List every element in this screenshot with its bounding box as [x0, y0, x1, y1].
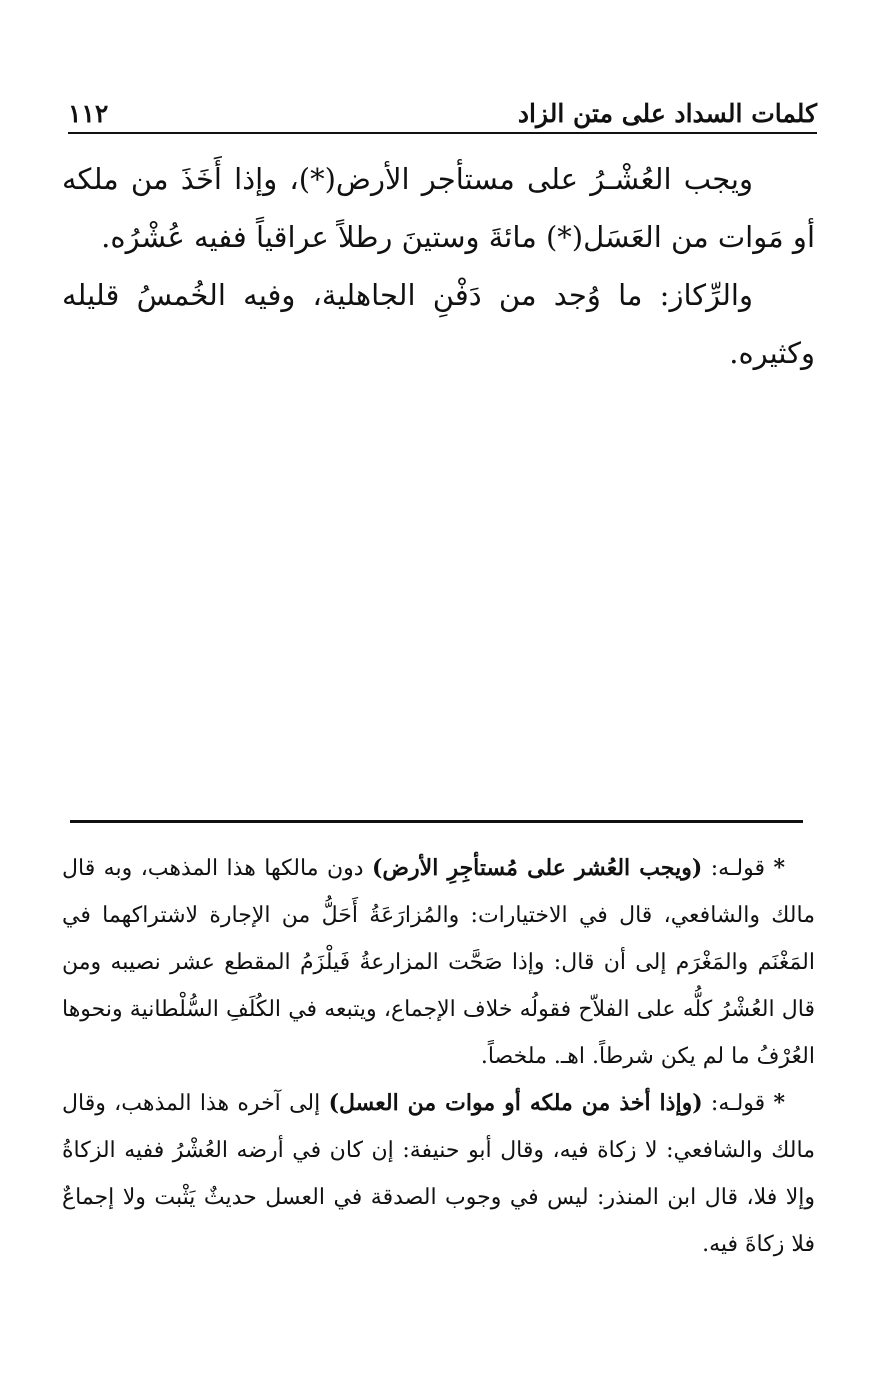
footnote [62, 845, 815, 1080]
footnote-lead: قولـه: [710, 1091, 766, 1116]
footnote [62, 1080, 815, 1268]
footnote-text: إلى آخره هذا المذهب، وقال مالك والشافعي: لا زكاة فيه، وقال أبو حنيفة: إن كان في أرضه العُشْرُ ففيه الزكاةُ وإلا فلا، قال ابن المنذر: ليس في وجوب الصدقة في العسل حديثٌ يَثْبت ولا إجماعٌ فلا زكاةَ فيه. [62, 1091, 815, 1257]
main-paragraph: والرِّكاز: ما وُجد من دَفْنِ الجاهلية، وفيه الخُمسُ قليله وكثيره. [62, 278, 815, 370]
running-title: كلمات السداد على متن الزاد [517, 99, 817, 128]
footnote-separator [70, 820, 803, 823]
footnote-marker: * [773, 1090, 785, 1116]
footnote-quote: (ويجب العُشر على مُستأجِرِ الأرض) [372, 855, 703, 881]
page-number: ١١٢ [68, 99, 109, 128]
main-text [62, 150, 815, 382]
page-header [68, 92, 817, 134]
footnote-text: دون مالكها هذا المذهب، وبه قال مالك والشافعي، قال في الاختيارات: والمُزارَعَةُ أَحَلُّ من الإجارة لاشتراكهما في المَغْنَم والمَغْرَم إلى أن قال: وإذا صَحَّت المزارعةُ فَيلْزَمُ المقطع عشر نصيبه ومن قال العُشْرُ كلُّه على الفلاّح فقولُه خلاف الإجماع، ويتبعه في الكُلَفِ السُّلْطانية ونحوها العُرْفُ ما لم يكن شرطاً. اهـ. ملخصاً. [62, 856, 815, 1069]
main-paragraph: ويجب العُشْـرُ على مستأجر الأرض(*)، وإذا أَخَذَ من ملكه أو مَوات من العَسَل(*) مائةَ وستينَ رطلاً عراقياً ففيه عُشْرُه. [62, 162, 815, 254]
footnote-quote: (وإذا أخذ من ملكه أو موات من العسل) [328, 1090, 703, 1116]
footnote-marker: * [773, 855, 785, 881]
footnotes [62, 845, 815, 1268]
footnote-lead: قولـه: [710, 856, 765, 881]
